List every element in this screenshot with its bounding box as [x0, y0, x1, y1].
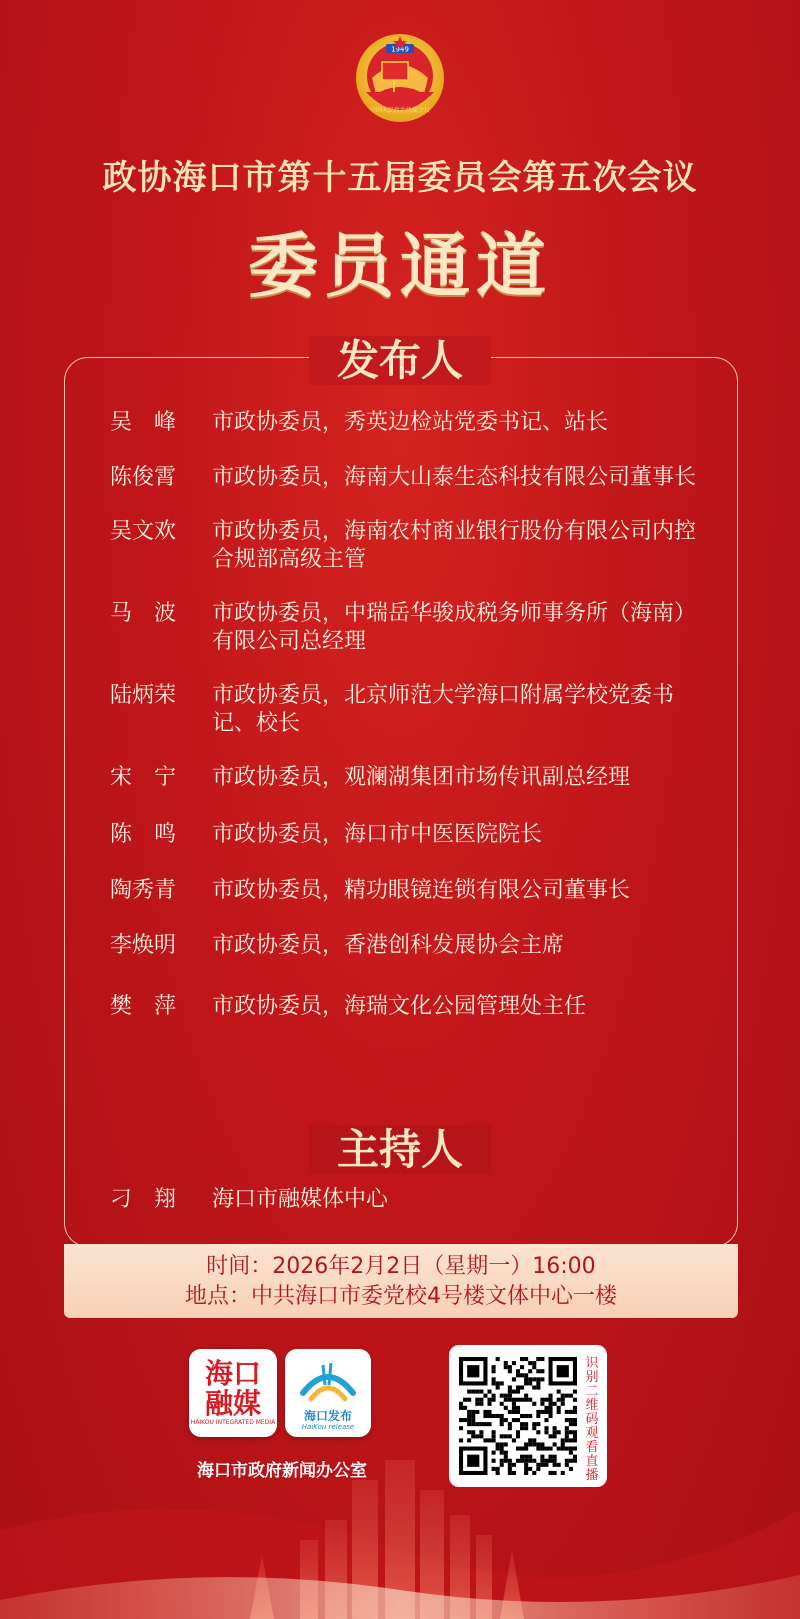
page-title: 委员通道	[248, 224, 552, 307]
qr-card[interactable]	[449, 1345, 607, 1487]
publisher-name: 宋 宁	[110, 765, 177, 790]
event-time: 时间：2026年2月2日（星期一）16:00	[206, 1254, 596, 1279]
publisher-desc: 市政协委员，观澜湖集团市场传讯副总经理	[212, 765, 631, 790]
logo1-sub: HAIKOU INTEGRATED MEDIA	[190, 1419, 276, 1426]
publishers-heading: 发布人	[0, 328, 800, 388]
news-office: 海口市政府新闻办公室	[197, 1461, 367, 1481]
publisher-name: 马 波	[110, 601, 177, 626]
publisher-desc: 市政协委员，精功眼镜连锁有限公司董事长	[212, 878, 631, 903]
publisher-desc: 市政协委员，海口市中医医院院长	[212, 822, 543, 847]
haikou-media-logo	[189, 1349, 277, 1437]
publisher-row	[110, 600, 710, 656]
event-info	[64, 1244, 738, 1318]
publisher-row	[110, 764, 710, 792]
publisher-list	[110, 405, 710, 1021]
publisher-row	[110, 464, 710, 492]
publisher-desc: 市政协委员，海南大山泰生态科技有限公司董事长	[212, 465, 697, 490]
publisher-name: 李焕明	[110, 933, 177, 958]
host-desc: 海口市融媒体中心	[212, 1187, 389, 1212]
haikou-release-icon	[297, 1355, 359, 1407]
publisher-desc: 市政协委员，香港创科发展协会主席	[212, 933, 565, 958]
city-skyline-icon	[0, 1440, 800, 1619]
publisher-desc: 市政协委员，秀英边检站党委书记、站长	[212, 410, 609, 435]
publisher-row	[110, 932, 710, 960]
logo2-sub: HaiKou release	[301, 1423, 355, 1431]
logo1-line2: 融媒	[204, 1387, 261, 1420]
publisher-desc: 市政协委员，中瑞岳华骏成税务师事务所（海南）有限公司总经理	[212, 601, 697, 654]
publisher-row	[110, 993, 710, 1021]
host-heading: 主持人	[0, 1117, 800, 1177]
publisher-name: 吴文欢	[110, 519, 177, 544]
publisher-name: 陈 鸣	[110, 822, 177, 847]
qr-caption: 识别二维码观看直播	[585, 1356, 599, 1483]
publisher-row	[110, 518, 710, 574]
publisher-desc: 市政协委员，海南农村商业银行股份有限公司内控合规部高级主管	[212, 519, 697, 572]
cppcc-emblem-icon	[354, 32, 446, 128]
qr-code-icon[interactable]	[459, 1357, 577, 1475]
publisher-desc: 市政协委员，北京师范大学海口附属学校党委书记、校长	[212, 683, 675, 736]
publisher-name: 陈俊霄	[110, 465, 177, 490]
logo2-name: 海口发布	[303, 1409, 352, 1423]
publisher-name: 吴 峰	[110, 410, 177, 435]
publisher-row	[110, 682, 710, 738]
haikou-release-logo	[285, 1349, 371, 1437]
host-name: 刁 翔	[110, 1187, 177, 1212]
logo1-line1: 海口	[204, 1357, 261, 1390]
event-place: 地点：中共海口市委党校4号楼文体中心一楼	[185, 1284, 617, 1309]
host-row	[110, 1186, 388, 1214]
publisher-desc: 市政协委员，海瑞文化公园管理处主任	[212, 994, 587, 1019]
publisher-row	[110, 821, 710, 849]
emblem-year: 1949	[391, 45, 409, 54]
publisher-row	[110, 409, 710, 437]
publisher-name: 陆炳荣	[110, 683, 177, 708]
meeting-subtitle: 政协海口市第十五届委员会第五次会议	[102, 158, 698, 198]
publisher-name: 樊 萍	[110, 994, 177, 1019]
publisher-name: 陶秀青	[110, 878, 177, 903]
emblem-text: 中国人民政治协商会议	[369, 107, 431, 114]
publisher-row	[110, 877, 710, 905]
